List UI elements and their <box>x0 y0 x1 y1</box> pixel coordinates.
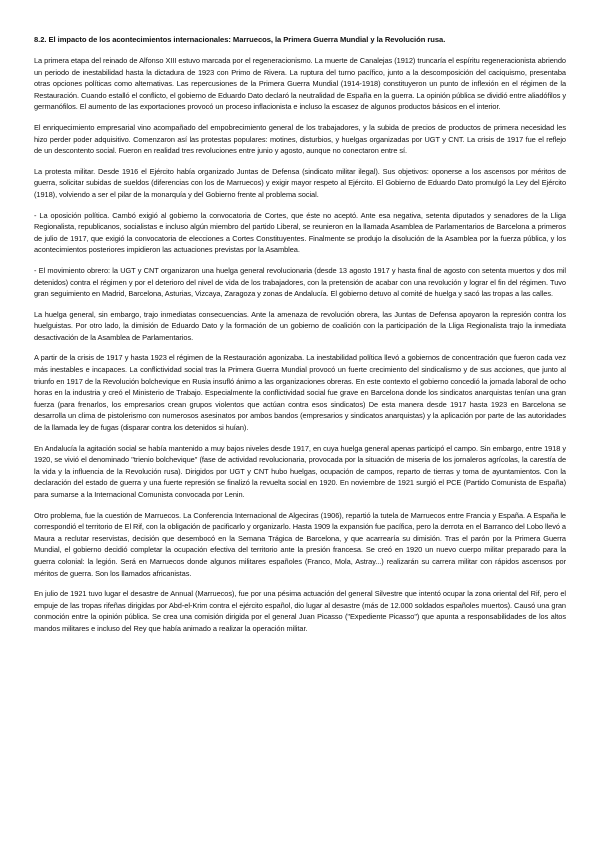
paragraph-movimiento-obrero: - El movimiento obrero: la UGT y CNT organizaron una huelga general revolucionaria (desde 13 agosto 1917 y hasta final de agosto con setenta muertos y dos mil detenidos) contra el régimen y por el deterioro del nivel de vida de los trabajadores, con la pretensión de acabar con una revolución y lograr el fin del régimen. Tuvo gran seguimiento en Madrid, Barcelona, Asturias, Vizcaya, Zaragoza y zonas de Andalucía. El gobierno detuvo al comité de huelga y sacó las tropas a las calles. <box>34 265 566 299</box>
paragraph-annual: En julio de 1921 tuvo lugar el desastre de Annual (Marruecos), fue por una pésima actuación del general Silvestre que intentó ocupar la zona oriental del Rif, pero el empuje de las tropas rifeñas dirigidas por Abd-el-Krim contra el ejército español, dio lugar al desastre (más de 12.000 soldados españoles muertos). Causó una gran conmoción entre la opinión pública. Se crea una comisión dirigida por el general Juan Picasso ("Expediente Picasso") que apunta a responsabilidades de los altos mandos militares e incluso del Rey que había animado a realizar la operación militar. <box>34 589 566 633</box>
paragraph-crisis-1917: El enriquecimiento empresarial vino acompañado del empobrecimiento general de los trabajadores, y la subida de precios de productos de primera necesidad les hizo perder poder adquisitivo. Comenzaron así las protestas populares: motines, disturbios, y huelgas organizadas por UGT y CNT. La crisis de 1917 fue el reflejo de un descontento social. Fueron en realidad tres revoluciones entre junio y agosto, aunque no conectaron entre sí. <box>34 122 566 156</box>
paragraph-marruecos: Otro problema, fue la cuestión de Marruecos. La Conferencia Internacional de Algeciras (1906), repartió la tutela de Marruecos entre Francia y España. A España le correspondió el territorio de El Rif, con la obligación de pacificarlo y organizarlo. Hasta 1909 la expansión fue pacífica, pero la derrota en el Barranco del Lobo llevó a Maura a reclutar reservistas, decisión que desembocó en la Semana Trágica de Barcelona, y que acarrearía su dimisión. Tras el parón por la Primera Guerra Mundial, el gobierno decidió completar la ocupación efectiva del territorio ante la presión francesa. Se creó en 1920 un nuevo cuerpo militar preparado para la guerra colonial: la legión. Será en Marruecos donde algunos militares españoles (Franco, Mola, Astray...) realizarán su carrera militar con rápidos ascensos por méritos de guerra. Son los llamados africanistas. <box>34 510 566 578</box>
section-heading: 8.2. El impacto de los acontecimientos internacionales: Marruecos, la Primera Guerra Mundial y la Revolución rusa. <box>34 35 446 44</box>
paragraph-huelga-general: La huelga general, sin embargo, trajo inmediatas consecuencias. Ante la amenaza de revolución obrera, las Juntas de Defensa apoyaron la represión contra los huelguistas. Por otro lado, la dimisión de Eduardo Dato y la formación de un gobierno de coalición con la participación de la Lliga Regionalista trajo la inmediata desactivación de la Asamblea de Parlamentarios. <box>34 309 566 342</box>
paragraph-regeneracionismo: La primera etapa del reinado de Alfonso XIII estuvo marcada por el regeneracionismo. La muerte de Canalejas (1912) truncaría el espíritu regeneracionista abriendo un periodo de inestabilidad hasta la dictadura de 1923 con Primo de Rivera. La ruptura del turno pacífico, junto a la descomposición del caciquismo, presentaba otras opciones políticas como alternativas. Las repercusiones de la Primera Guerra Mundial (1914-1918) constituyeron un punto de inflexión en el régimen de la Restauración. Cuando estalló el conflicto, el gobierno de Eduardo Dato declaró la neutralidad de España en la guerra. La opinión pública se dividió entre aliadófilos y germanófilos. El aumento de las exportaciones provocó un proceso inflacionista e incluso la escasez de algunos productos básicos en el interior. <box>34 56 566 112</box>
paragraph-oposicion-politica: - La oposición política. Cambó exigió al gobierno la convocatoria de Cortes, que éste no aceptó. Ante esa negativa, setenta diputados y senadores de la Lliga Regionalista, republicanos, socialistas e incluso algún miembro del partido Liberal, se reunieron en la llamada Asamblea de Parlamentarios de Barcelona a primeros de julio de 1917, que exigió la convocatoria de elecciones a Cortes Constituyentes. Finalmente se produjo la disolución de la Asamblea por la fuerza pública, y los acontecimientos posteriores impidieron las actuaciones previstas por la Asamblea. <box>34 210 566 255</box>
paragraph-andalucia: En Andalucía la agitación social se había mantenido a muy bajos niveles desde 1917, en cuya huelga general apenas participó el campo. Sin embargo, entre 1918 y 1920, se vivió el denominado "trienio bolchevique" (fase de actividad revolucionaria, provocada por la situación de miseria de los jornaleros agrícolas, la carestía de la vida y la influencia de la Revolución rusa). Dirigidos por UGT y CNT hubo huelgas, ocupación de campos, reparto de tierras y toma de ayuntamientos. Con la declaración del estado de guerra y una fuerte represión se finalizó la revuelta social en 1920. En noviembre de 1921 surgió el PCE (Partido Comunista de España) para sumarse a la Internacional Comunista convocada por Lenin. <box>34 443 566 499</box>
paragraph-agonia-restauracion: A partir de la crisis de 1917 y hasta 1923 el régimen de la Restauración agonizaba. La inestabilidad política llevó a gobiernos de concentración que fueron cada vez más inestables e incapaces. La conflictividad social tras la Primera Guerra Mundial provocó un fuerte crecimiento del sindicalismo y de sus acciones, que junto al triunfo en 1917 de la Revolución bolchevique en Rusia insufló ánimo a las organizaciones obreras. En este contexto el gobierno concedió la jornada laboral de ocho horas en la industria y creó el Ministerio de Trabajo. Especialmente la conflictividad social fue grave en Barcelona donde los sindicatos anarquistas tenían una gran fuerza (para frenarlos, los empresarios crean grupos violentos que actúan contra esos sindicatos) De esta manera desde 1917 hasta 1923 en Barcelona se desarrolla un clima de pistolerismo con numerosos asesinatos por ambos bandos (empresarios y sindicatos anarquistas) y la aplicación por parte de las autoridades de la llamada ley de fugas (disparar contra los detenidos si huían). <box>34 353 566 433</box>
paragraph-protesta-militar: La protesta militar. Desde 1916 el Ejército había organizado Juntas de Defensa (sindicato militar ilegal). Sus objetivos: oponerse a los ascensos por méritos de guerra, solicitar subidas de sueldos (diferencias con los de Marruecos) y exigir mayor respeto al Ejército. El Gobierno de Eduardo Dato promulgó la Ley del Ejército (1918), volviendo a ser el pilar de la monarquía y del Gobierno frente al problema social. <box>34 166 566 199</box>
document-page <box>34 34 566 644</box>
